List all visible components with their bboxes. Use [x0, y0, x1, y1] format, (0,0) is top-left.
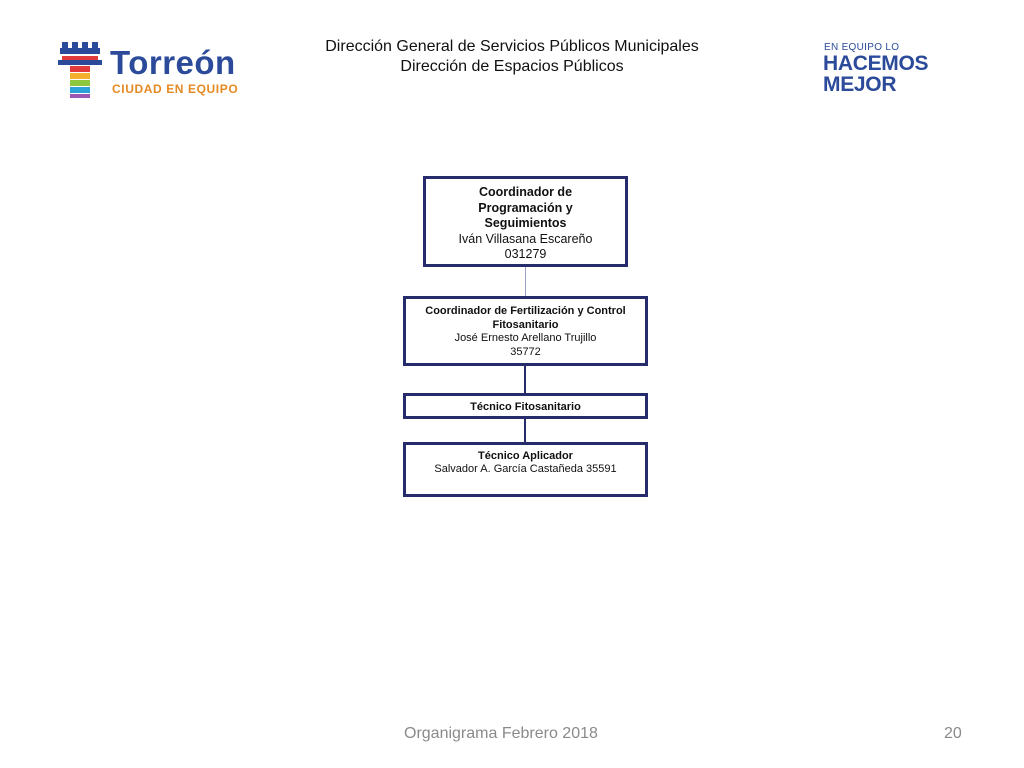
org-node-coordinador-programacion: [423, 176, 628, 267]
header-line-1: Dirección General de Servicios Públicos Municipales: [325, 38, 699, 55]
page-number: 20: [944, 725, 962, 742]
connector-1: [525, 267, 526, 296]
torreon-tagline: CIUDAD EN EQUIPO: [112, 82, 239, 96]
hacemos-mejor-logo: [822, 42, 932, 98]
torreon-wordmark: Torreón: [110, 44, 236, 81]
org-node-tecnico-fitosanitario: [403, 393, 648, 419]
org-node-tecnico-aplicador: [403, 442, 648, 497]
node-title: Técnico Fitosanitario: [470, 401, 581, 413]
node-name: José Ernesto Arellano Trujillo: [454, 332, 597, 344]
header-line-2: Dirección de Espacios Públicos: [400, 58, 624, 75]
hacemos-line1: HACEMOS: [823, 52, 929, 75]
footer-title: Organigrama Febrero 2018: [404, 725, 598, 742]
node-title: Coordinador de Fertilización y Control Fitosanitario: [425, 305, 626, 331]
hacemos-line2: MEJOR: [823, 73, 897, 96]
castle-icon: [56, 40, 106, 98]
connector-2: [524, 366, 526, 393]
hacemos-small-text: EN EQUIPO LO: [824, 42, 900, 53]
node-id: 35772: [510, 345, 541, 358]
node-title: Coordinador de Programación y Seguimientos: [478, 185, 573, 230]
node-name: Salvador A. García Castañeda 35591: [434, 463, 617, 475]
node-id: 031279: [504, 247, 547, 261]
org-node-coordinador-fertilizacion: [403, 296, 648, 366]
node-name: Iván Villasana Escareño: [458, 231, 593, 246]
torreon-logo: [56, 40, 256, 100]
node-title: Técnico Aplicador: [478, 450, 573, 462]
connector-3: [524, 419, 526, 442]
